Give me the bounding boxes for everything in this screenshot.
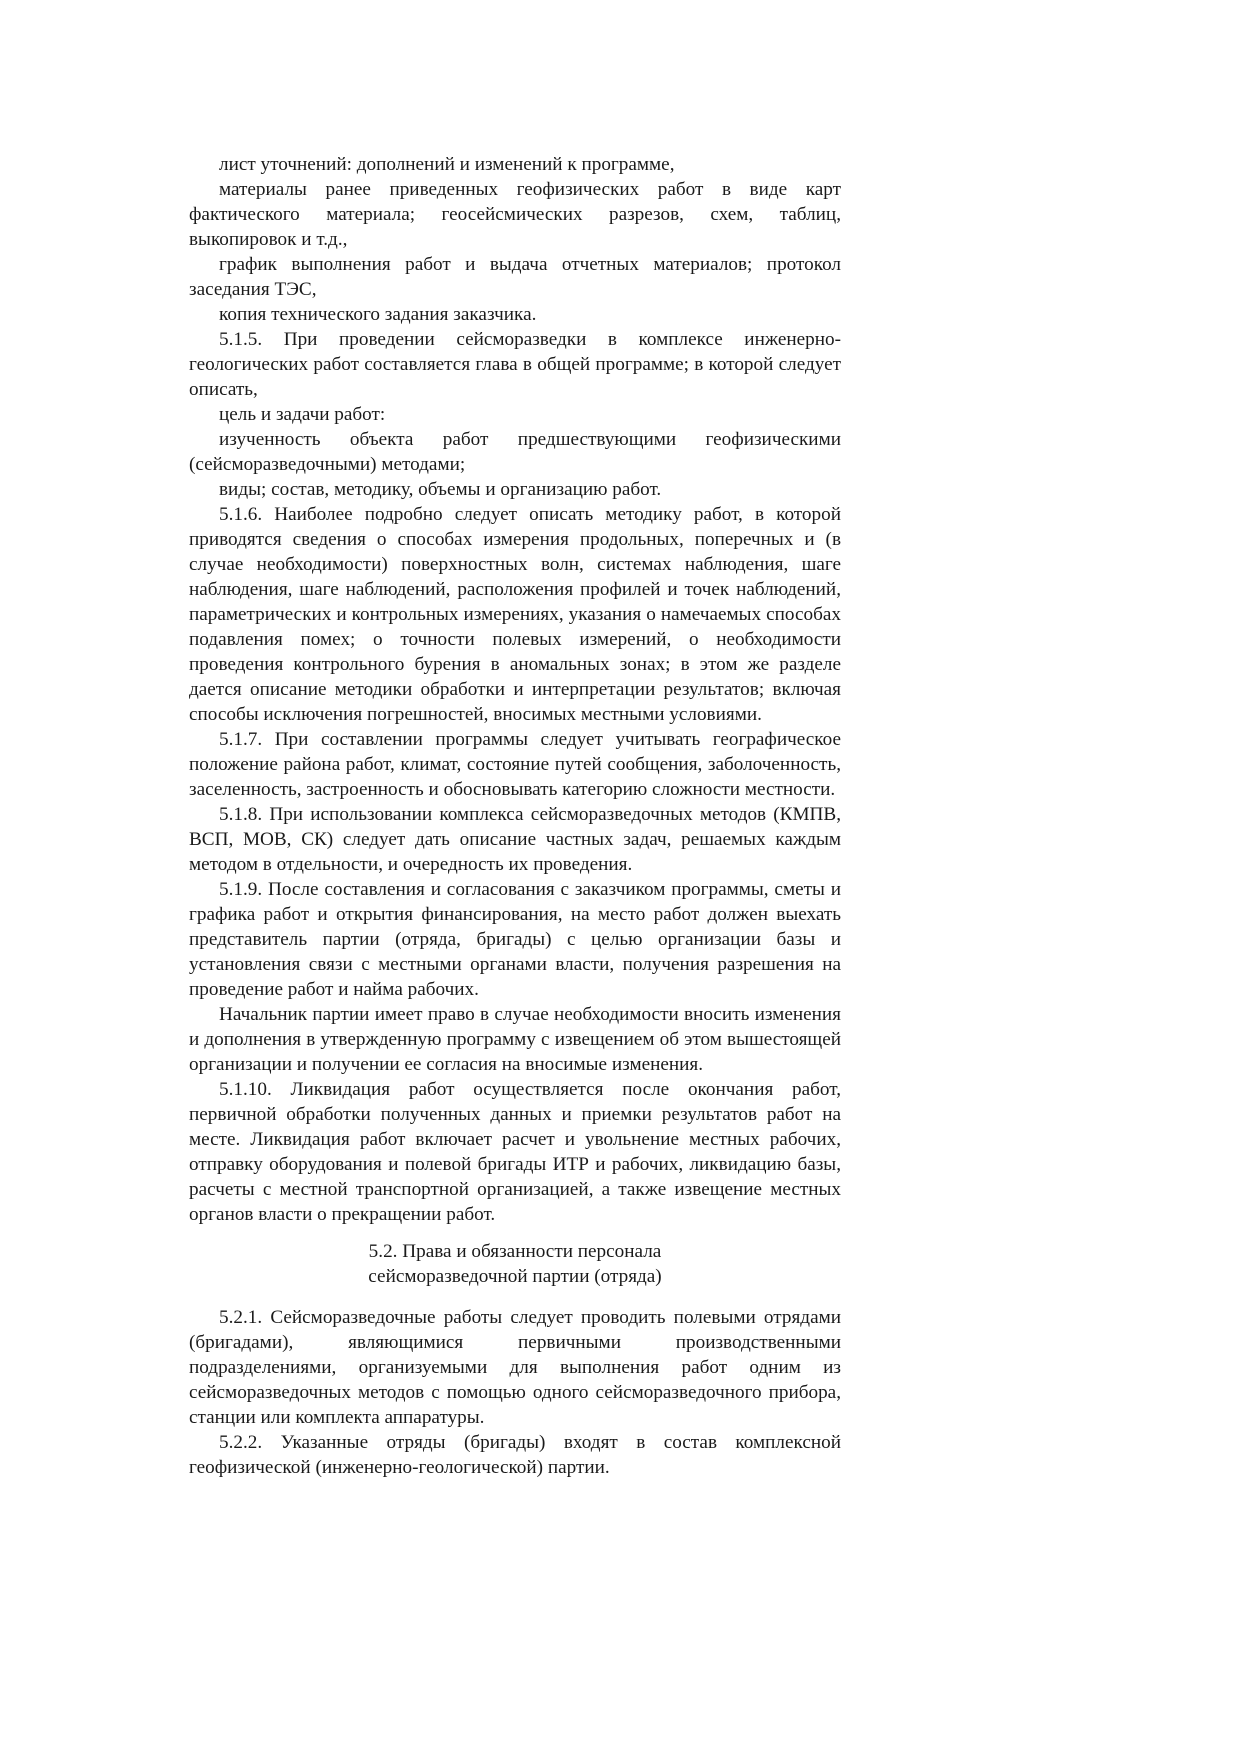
paragraph: 5.1.5. При проведении сейсморазведки в комплексе инженерно-геологических работ составляется глава в общей программе; в которой следует описать, (189, 329, 841, 400)
paragraph: материалы ранее приведенных геофизических работ в виде карт фактического материала; геосейсмических разрезов, схем, таблиц, выкопировок и т.д., (189, 179, 841, 250)
section-heading-line: 5.2. Права и обязанности персонала (368, 1241, 662, 1262)
paragraph: 5.1.10. Ликвидация работ осуществляется после окончания работ, первичной обработки полученных данных и приемки результатов работ на месте. Ликвидация работ включает расчет и увольнение местных рабочих, отправку оборудования и полевой бригады ИТР и рабочих, ликвидацию базы, расчеты с местной транспортной организацией, а также извещение местных органов власти о прекращении работ. (189, 1079, 841, 1225)
paragraph: Начальник партии имеет право в случае необходимости вносить изменения и дополнения в утвержденную программу с извещением об этом вышестоящей организации и получении ее согласия на вносимые изменения. (189, 1004, 841, 1075)
paragraph: цель и задачи работ: (219, 404, 386, 425)
document-body (189, 152, 841, 1480)
paragraph: 5.1.9. После составления и согласования с заказчиком программы, сметы и графика работ и открытия финансирования, на место работ должен выехать представитель партии (отряда, бригады) с целью организации базы и установления связи с местными органами власти, получения разрешения на проведение работ и найма рабочих. (189, 879, 841, 1000)
paragraph: график выполнения работ и выдача отчетных материалов; протокол заседания ТЭС, (189, 254, 841, 300)
paragraph: 5.2.2. Указанные отряды (бригады) входят в состав комплексной геофизической (инженерно-геологической) партии. (189, 1432, 841, 1478)
section-heading (189, 1239, 841, 1289)
paragraph: 5.1.6. Наиболее подробно следует описать методику работ, в которой приводятся сведения о способах измерения продольных, поперечных и (в случае необходимости) поверхностных волн, системах наблюдения, шаге наблюдения, шаге наблюдений, расположения профилей и точек наблюдений, параметрических и контрольных измерениях, указания о намечаемых способах подавления помех; о точности полевых измерений, о необходимости проведения контрольного бурения в аномальных зонах; в этом же разделе дается описание методики обработки и интерпретации результатов; включая способы исключения погрешностей, вносимых местными условиями. (189, 504, 841, 725)
section-heading-line: сейсморазведочной партии (отряда) (368, 1266, 662, 1287)
paragraph: лист уточнений: дополнений и изменений к программе, (219, 154, 675, 175)
paragraph: 5.1.7. При составлении программы следует учитывать географическое положение района работ, климат, состояние путей сообщения, заболоченность, заселенность, застроенность и обосновывать категорию сложности местности. (189, 729, 841, 800)
paragraph: виды; состав, методику, объемы и организацию работ. (219, 479, 662, 500)
paragraph: изученность объекта работ предшествующими геофизическими (сейсморазведочными) методами; (189, 429, 841, 475)
paragraph: 5.2.1. Сейсморазведочные работы следует проводить полевыми отрядами (бригадами), являющимися первичными производственными подразделениями, организуемыми для выполнения работ одним из сейсморазведочных методов с помощью одного сейсморазведочного прибора, станции или комплекта аппаратуры. (189, 1307, 841, 1428)
paragraph: 5.1.8. При использовании комплекса сейсморазведочных методов (КМПВ, ВСП, МОВ, СК) следует дать описание частных задач, решаемых каждым методом в отдельности, и очередность их проведения. (189, 804, 841, 875)
paragraph: копия технического задания заказчика. (219, 304, 537, 325)
